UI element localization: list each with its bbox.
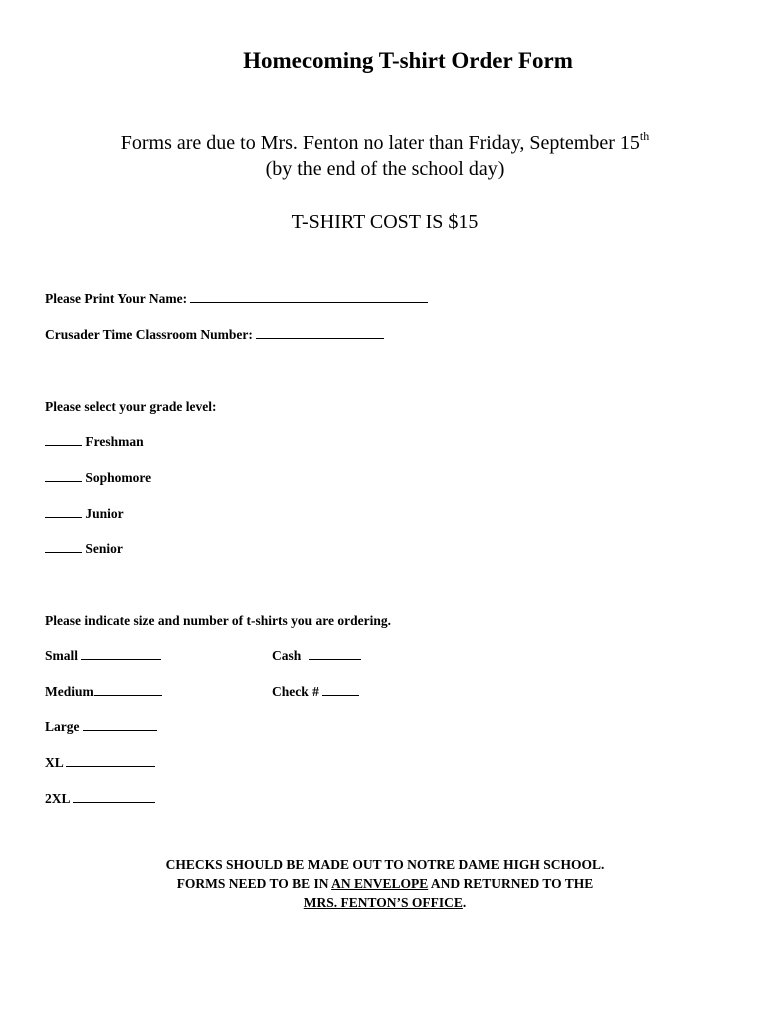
notice-line-2-start: FORMS NEED TO BE IN (176, 876, 332, 891)
payment-notice (0, 855, 770, 912)
size-label: Large (45, 719, 80, 734)
classroom-field-blank[interactable] (256, 327, 384, 339)
grade-option-sophomore (45, 470, 151, 486)
check-label: Check # (272, 684, 319, 699)
notice-envelope-emphasis: AN ENVELOPE (331, 876, 429, 891)
size-quantity-blank[interactable] (73, 791, 155, 803)
grade-option-senior (45, 541, 123, 557)
due-date-suffix: th (639, 129, 650, 143)
grade-blank[interactable] (45, 506, 82, 518)
due-date-line (0, 129, 770, 155)
size-label: Small (45, 648, 79, 663)
grade-prompt: Please select your grade level: (45, 399, 217, 414)
grade-blank[interactable] (45, 470, 82, 482)
size-label: Medium (45, 684, 94, 699)
size-quantity-blank[interactable] (83, 719, 157, 731)
notice-line-2 (0, 874, 770, 893)
cash-label: Cash (272, 648, 302, 663)
grade-blank[interactable] (45, 434, 82, 446)
form-title: Homecoming T-shirt Order Form (243, 48, 573, 73)
size-row-xl (45, 755, 155, 771)
name-field-blank[interactable] (190, 291, 428, 303)
cash-blank[interactable] (309, 648, 361, 660)
notice-line-3 (0, 893, 770, 912)
classroom-field-row (45, 327, 384, 343)
notice-line-1: CHECKS SHOULD BE MADE OUT TO NOTRE DAME HIGH SCHOOL. (165, 857, 605, 872)
size-label: XL (45, 755, 64, 770)
grade-option-junior (45, 506, 124, 522)
name-field-row (45, 291, 428, 307)
due-date-text: Forms are due to Mrs. Fenton no later than Friday, September 15 (120, 132, 640, 154)
size-row-medium (45, 684, 162, 700)
size-quantity-blank[interactable] (94, 684, 162, 696)
size-quantity-blank[interactable] (81, 648, 161, 660)
grade-option-freshman (45, 434, 144, 450)
size-row-small (45, 648, 161, 664)
size-prompt: Please indicate size and number of t-shirts you are ordering. (45, 613, 391, 628)
grade-blank[interactable] (45, 541, 82, 553)
classroom-field-label: Crusader Time Classroom Number: (45, 327, 253, 342)
notice-line-3-end: . (462, 895, 467, 910)
grade-option-label: Sophomore (85, 470, 152, 485)
notice-office-emphasis: MRS. FENTON’S OFFICE (303, 895, 463, 910)
grade-option-label: Senior (85, 541, 123, 556)
size-quantity-blank[interactable] (66, 755, 155, 767)
name-field-label: Please Print Your Name: (45, 291, 188, 306)
due-date-note: (by the end of the school day) (265, 158, 505, 180)
payment-cash-row (272, 648, 361, 664)
notice-line-2-end: AND RETURNED TO THE (428, 876, 594, 891)
payment-check-row (272, 684, 359, 700)
tshirt-cost: T-SHIRT COST IS $15 (291, 211, 479, 233)
grade-option-label: Freshman (85, 434, 144, 449)
grade-option-label: Junior (85, 506, 124, 521)
size-row-large (45, 719, 157, 735)
size-row-2xl (45, 791, 155, 807)
check-number-blank[interactable] (322, 684, 359, 696)
size-label: 2XL (45, 791, 70, 806)
